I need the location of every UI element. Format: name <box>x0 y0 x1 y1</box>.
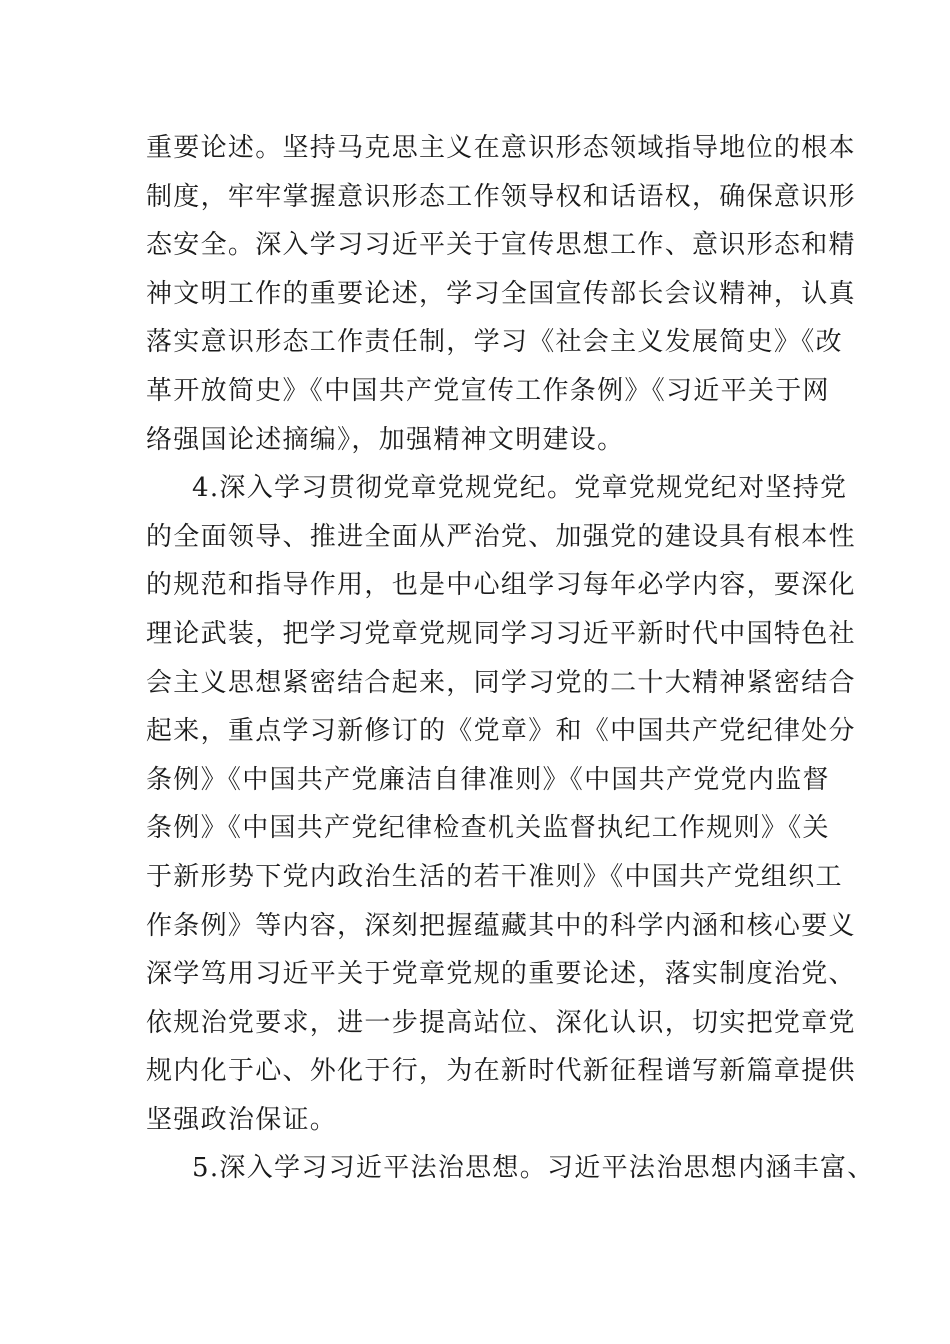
text-line: 规内化于心、外化于行，为在新时代新征程谱写新篇章提供 <box>146 1056 856 1087</box>
text-line: 神文明工作的重要论述，学习全国宣传部长会议精神，认真 <box>146 278 856 309</box>
text-line: 于新形势下党内政治生活的若干准则》《中国共产党组织工 <box>146 861 843 892</box>
text-line: 革开放简史》《中国共产党宣传工作条例》《习近平关于网 <box>146 375 830 406</box>
text-line: 落实意识形态工作责任制，学习《社会主义发展简史》《改 <box>146 327 843 358</box>
text-line: 依规治党要求，进一步提高站位、深化认识，切实把党章党 <box>146 1007 856 1038</box>
text-line: 条例》《中国共产党纪律检查机关监督执纪工作规则》《关 <box>146 813 830 844</box>
text-line: 的全面领导、推进全面从严治党、加强党的建设具有根本性 <box>146 521 856 552</box>
paragraph-last-line: 坚强政治保证。 <box>146 1104 338 1135</box>
text-line: 会主义思想紧密结合起来，同学习党的二十大精神紧密结合 <box>146 667 856 698</box>
text-line: 起来，重点学习新修订的《党章》和《中国共产党纪律处分 <box>146 716 856 747</box>
paragraph-start-line: 4.深入学习贯彻党章党规党纪。党章党规党纪对坚持党 <box>192 473 848 504</box>
document-body <box>146 124 875 1193</box>
text-line: 深学笃用习近平关于党章党规的重要论述，落实制度治党、 <box>146 959 856 990</box>
paragraph-start-line: 5.深入学习习近平法治思想。习近平法治思想内涵丰富、 <box>192 1153 875 1184</box>
text-line: 理论武装，把学习党章党规同学习习近平新时代中国特色社 <box>146 618 856 649</box>
paragraph-last-line: 络强国论述摘编》，加强精神文明建设。 <box>146 424 625 455</box>
text-line: 制度，牢牢掌握意识形态工作领导权和话语权，确保意识形 <box>146 181 856 212</box>
text-line: 态安全。深入学习习近平关于宣传思想工作、意识形态和精 <box>146 230 856 261</box>
text-line: 条例》《中国共产党廉洁自律准则》《中国共产党党内监督 <box>146 764 830 795</box>
text-line: 重要论述。坚持马克思主义在意识形态领域指导地位的根本 <box>146 133 856 163</box>
text-line: 的规范和指导作用，也是中心组学习每年必学内容，要深化 <box>146 570 856 601</box>
text-line: 作条例》等内容，深刻把握蕴藏其中的科学内涵和核心要义 <box>146 910 856 941</box>
